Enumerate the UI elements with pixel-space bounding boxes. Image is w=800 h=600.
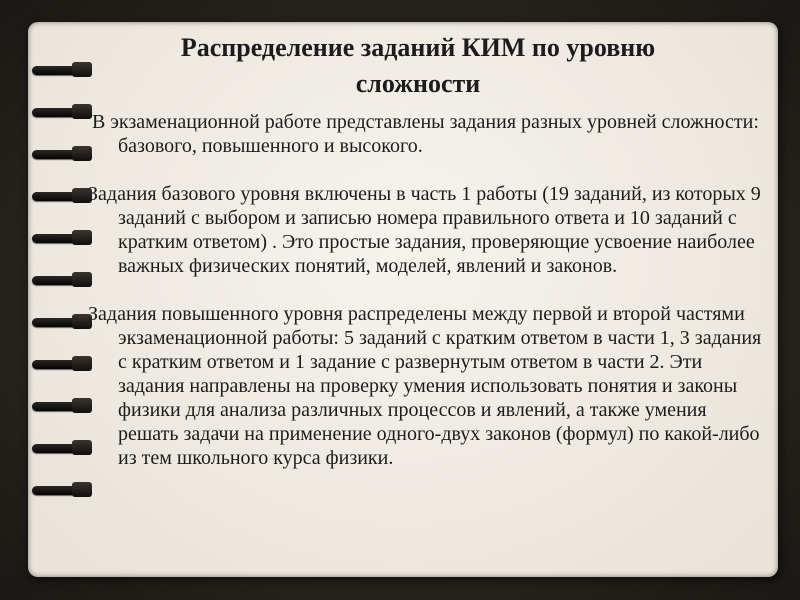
slide-title xyxy=(88,30,768,102)
slide-content xyxy=(88,30,768,494)
paragraph-basic-level: Задания базового уровня включены в часть 1 работы (19 заданий, из которых 9 заданий с выбором и записью номера правильного ответа и 10 заданий с кратким ответом) . Это простые задания, проверяющие усвоение наиболее важных физических понятий, моделей, явлений и законов. xyxy=(88,183,761,277)
title-line-2: сложности xyxy=(355,69,481,98)
title-line-1: Распределение заданий КИМ по уровню xyxy=(180,33,656,62)
paragraph-advanced-level: Задания повышенного уровня распределены между первой и второй частями экзаменационной работы: 5 заданий с кратким ответом в части 1, 3 задания с кратким ответом и 1 задание с развернутым ответом в части 2. Эти задания направлены на проверку умения использовать понятия и законы физики для анализа различных процессов и явлений, а также умения решать задачи на применение одного-двух законов (формул) по какой-либо из тем школьного курса физики. xyxy=(88,303,762,469)
paragraph-difficulty-levels: В экзаменационной работе представлены задания разных уровней сложности: базового, повышенного и высокого. xyxy=(92,111,759,157)
